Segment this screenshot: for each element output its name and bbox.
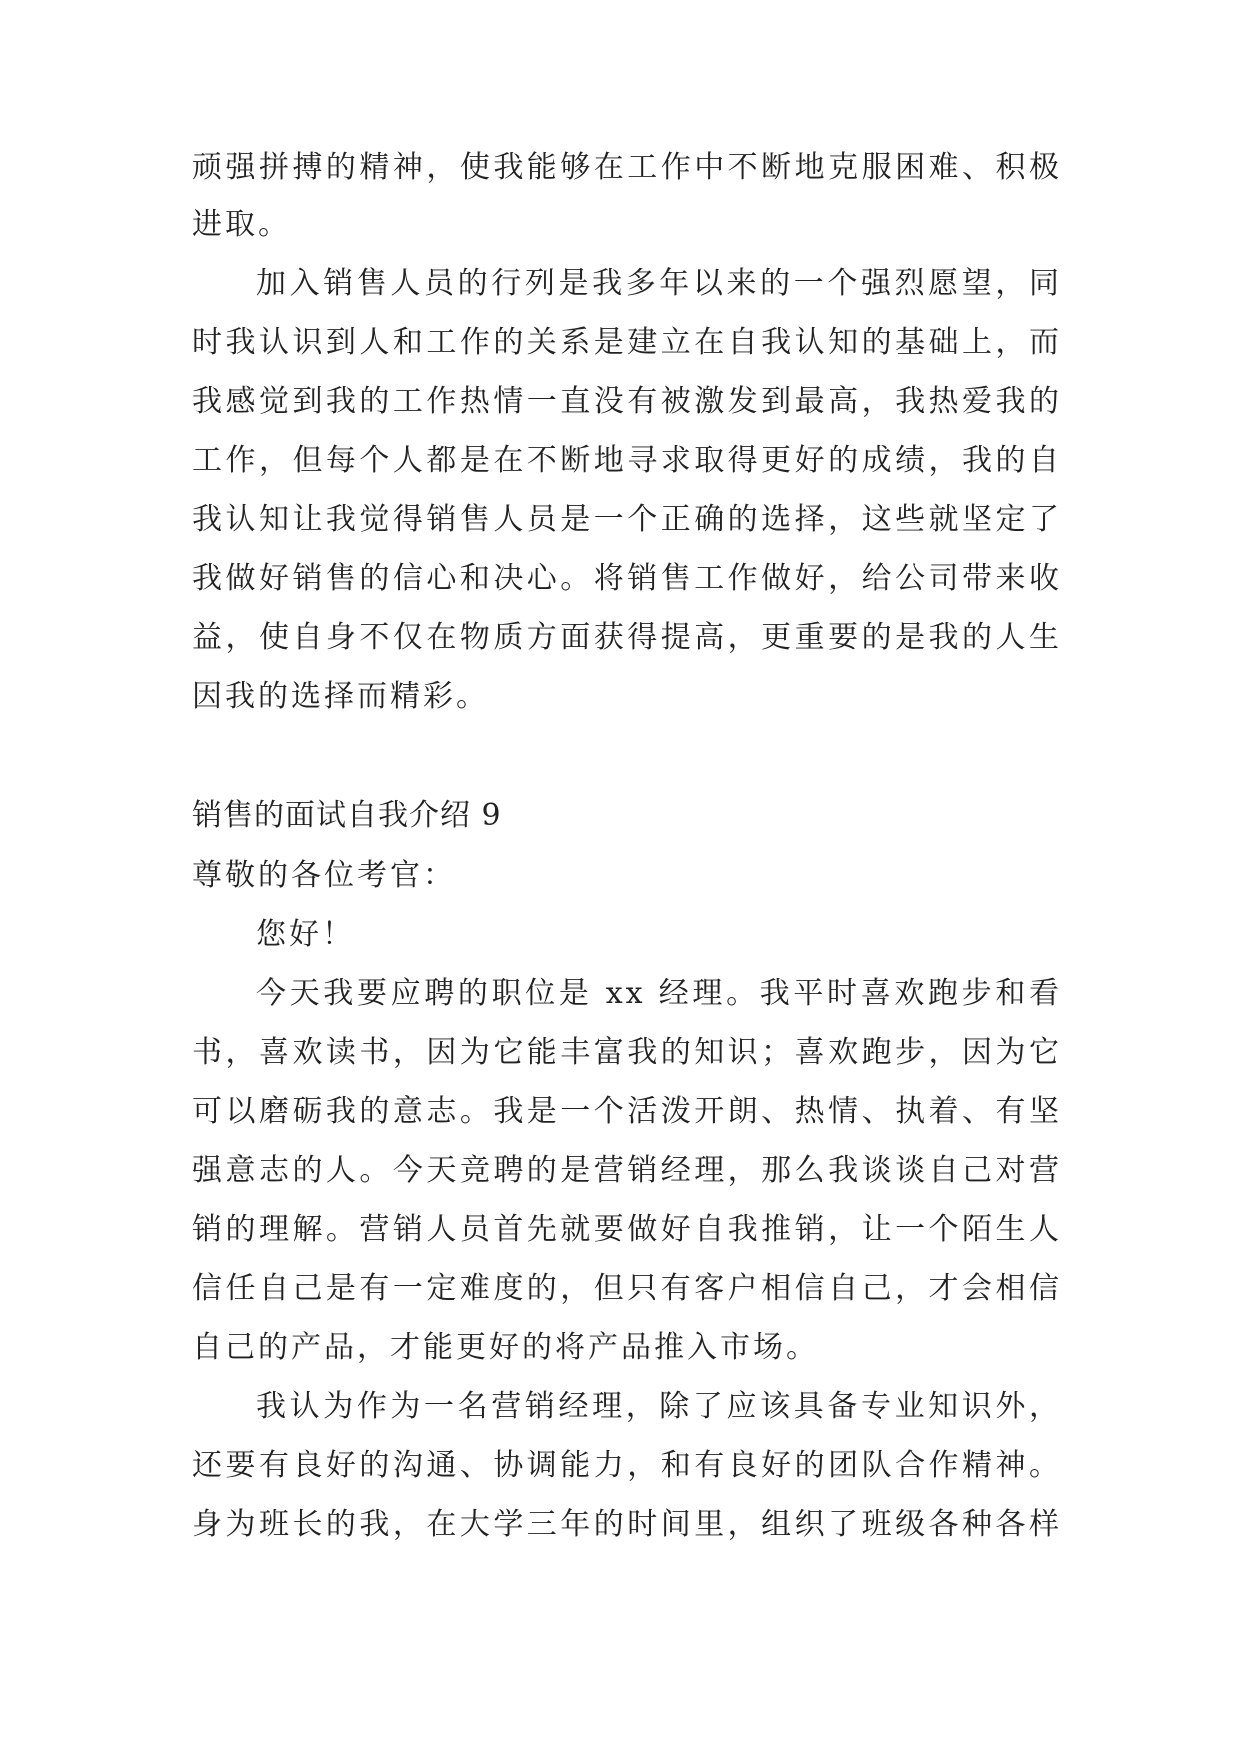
body-line: 信任自己是有一定难度的，但只有客户相信自己，才会相信 [192,1271,1062,1306]
body-line: 顽强拼搏的精神，使我能够在工作中不断地克服困难、积极 [192,150,1062,185]
body-line: 时我认识到人和工作的关系是建立在自我认知的基础上，而 [192,325,1062,360]
body-line: 益，使自身不仅在物质方面获得提高，更重要的是我的人生 [192,620,1062,655]
body-line: 书，喜欢读书，因为它能丰富我的知识；喜欢跑步，因为它 [192,1035,1062,1070]
body-line: 我做好销售的信心和决心。将销售工作做好，给公司带来收 [192,561,1062,596]
body-line: 进取。 [192,207,291,242]
body-line: 还要有良好的沟通、协调能力，和有良好的团队合作精神。 [192,1448,1062,1483]
body-line: 强意志的人。今天竞聘的是营销经理，那么我谈谈自己对营 [192,1153,1062,1188]
body-line: 自己的产品，才能更好的将产品推入市场。 [192,1330,819,1365]
body-line: 销的理解。营销人员首先就要做好自我推销，让一个陌生人 [192,1212,1062,1247]
body-line: 我认知让我觉得销售人员是一个正确的选择，这些就坚定了 [192,502,1062,537]
salutation: 尊敬的各位考官： [192,858,456,893]
body-line: 因我的选择而精彩。 [192,679,489,714]
body-line: 身为班长的我，在大学三年的时间里，组织了班级各种各样 [192,1507,1062,1542]
greeting: 您好！ [256,917,355,952]
body-line: 今天我要应聘的职位是 xx 经理。我平时喜欢跑步和看 [256,976,1062,1011]
body-line: 加入销售人员的行列是我多年以来的一个强烈愿望，同 [256,266,1062,301]
body-line: 我感觉到我的工作热情一直没有被激发到最高，我热爱我的 [192,384,1062,419]
body-line: 可以磨砺我的意志。我是一个活泼开朗、热情、执着、有坚 [192,1094,1062,1129]
section-title: 销售的面试自我介绍 9 [192,798,502,833]
body-line: 工作，但每个人都是在不断地寻求取得更好的成绩，我的自 [192,443,1062,478]
body-line: 我认为作为一名营销经理，除了应该具备专业知识外， [256,1389,1062,1424]
